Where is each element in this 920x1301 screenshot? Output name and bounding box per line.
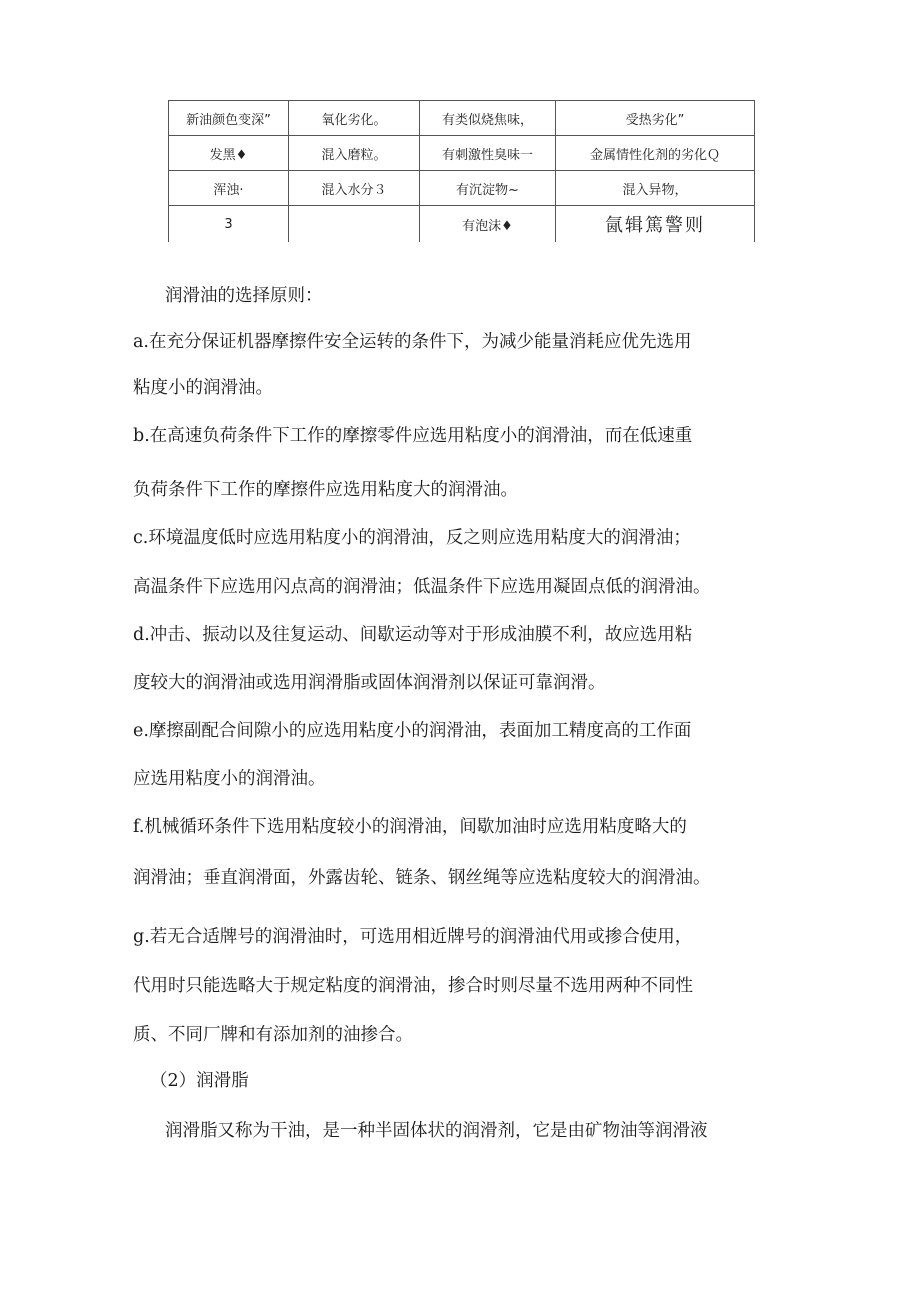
table-row: [169, 101, 755, 136]
paragraph-line: 度较大的润滑油或选用润滑脂或固体润滑剂以保证可靠润滑。: [133, 673, 606, 693]
table-cell: 受热劣化”: [556, 101, 755, 136]
section-heading-grease: （2）润滑脂: [150, 1071, 249, 1091]
paragraph-line: 质、不同厂牌和有添加剂的油掺合。: [133, 1025, 413, 1045]
table-cell: 3: [169, 206, 289, 243]
table-cell: 新油颜色变深”: [169, 101, 289, 136]
paragraph-line: e.摩擦副配合间隙小的应选用粘度小的润滑油，表面加工精度高的工作面: [133, 721, 692, 741]
paragraph-line: d.冲击、振动以及往复运动、间歇运动等对于形成油膜不利，故应选用粘: [133, 625, 693, 645]
table-cell: 发黑♦: [169, 136, 289, 171]
paragraph-line: a.在充分保证机器摩擦件安全运转的条件下，为减少能量消耗应优先选用: [133, 332, 692, 352]
table-cell: 氧化劣化。: [289, 101, 420, 136]
table-row: [169, 206, 755, 243]
paragraph-line: 代用时只能选略大于规定粘度的润滑油，掺合时则尽量不选用两种不同性: [133, 976, 693, 996]
paragraph-line: 负荷条件下工作的摩擦件应选用粘度大的润滑油。: [133, 480, 518, 500]
section-heading-oil: 润滑油的选择原则：: [165, 286, 323, 306]
paragraph-line: 粘度小的润滑油。: [133, 378, 273, 398]
paragraph-line: b.在高速负荷条件下工作的摩擦零件应选用粘度小的润滑油，而在低速重: [133, 426, 693, 446]
paragraph-line: f.机械循环条件下选用粘度较小的润滑油，间歇加油时应选用粘度略大的: [133, 817, 687, 837]
table-cell: 金属情性化剂的劣化Ｑ: [556, 136, 755, 171]
table-row: [169, 171, 755, 206]
table-cell: [289, 206, 420, 243]
table-row: [169, 136, 755, 171]
table-cell: 混入异物，: [556, 171, 755, 206]
paragraph-line: 润滑脂又称为干油，是一种半固体状的润滑剂，它是由矿物油等润滑液: [165, 1121, 708, 1141]
paragraph-line: 高温条件下应选用闪点高的润滑油；低温条件下应选用凝固点低的润滑油。: [133, 577, 711, 597]
paragraph-line: 应选用粘度小的润滑油。: [133, 769, 326, 789]
table-cell: 有刺激性臭味一: [420, 136, 556, 171]
paragraph-line: c.环境温度低时应选用粘度小的润滑油，反之则应选用粘度大的润滑油；: [133, 528, 691, 548]
table-cell: 有沉淀物~: [420, 171, 556, 206]
table-cell: 氤辑篤警则: [556, 206, 755, 243]
paragraph-line: g.若无合适牌号的润滑油时，可选用相近牌号的润滑油代用或掺合使用，: [133, 927, 693, 947]
table-cell: 有类似烧焦味，: [420, 101, 556, 136]
oil-deterioration-table: [168, 100, 755, 242]
table-cell: 混入磨粒。: [289, 136, 420, 171]
table-cell: 有泡沫♦: [420, 206, 556, 243]
table-cell: 浑浊·: [169, 171, 289, 206]
table-cell: 混入水分３: [289, 171, 420, 206]
paragraph-line: 润滑油；垂直润滑面，外露齿轮、链条、钢丝绳等应选粘度较大的润滑油。: [133, 868, 711, 888]
